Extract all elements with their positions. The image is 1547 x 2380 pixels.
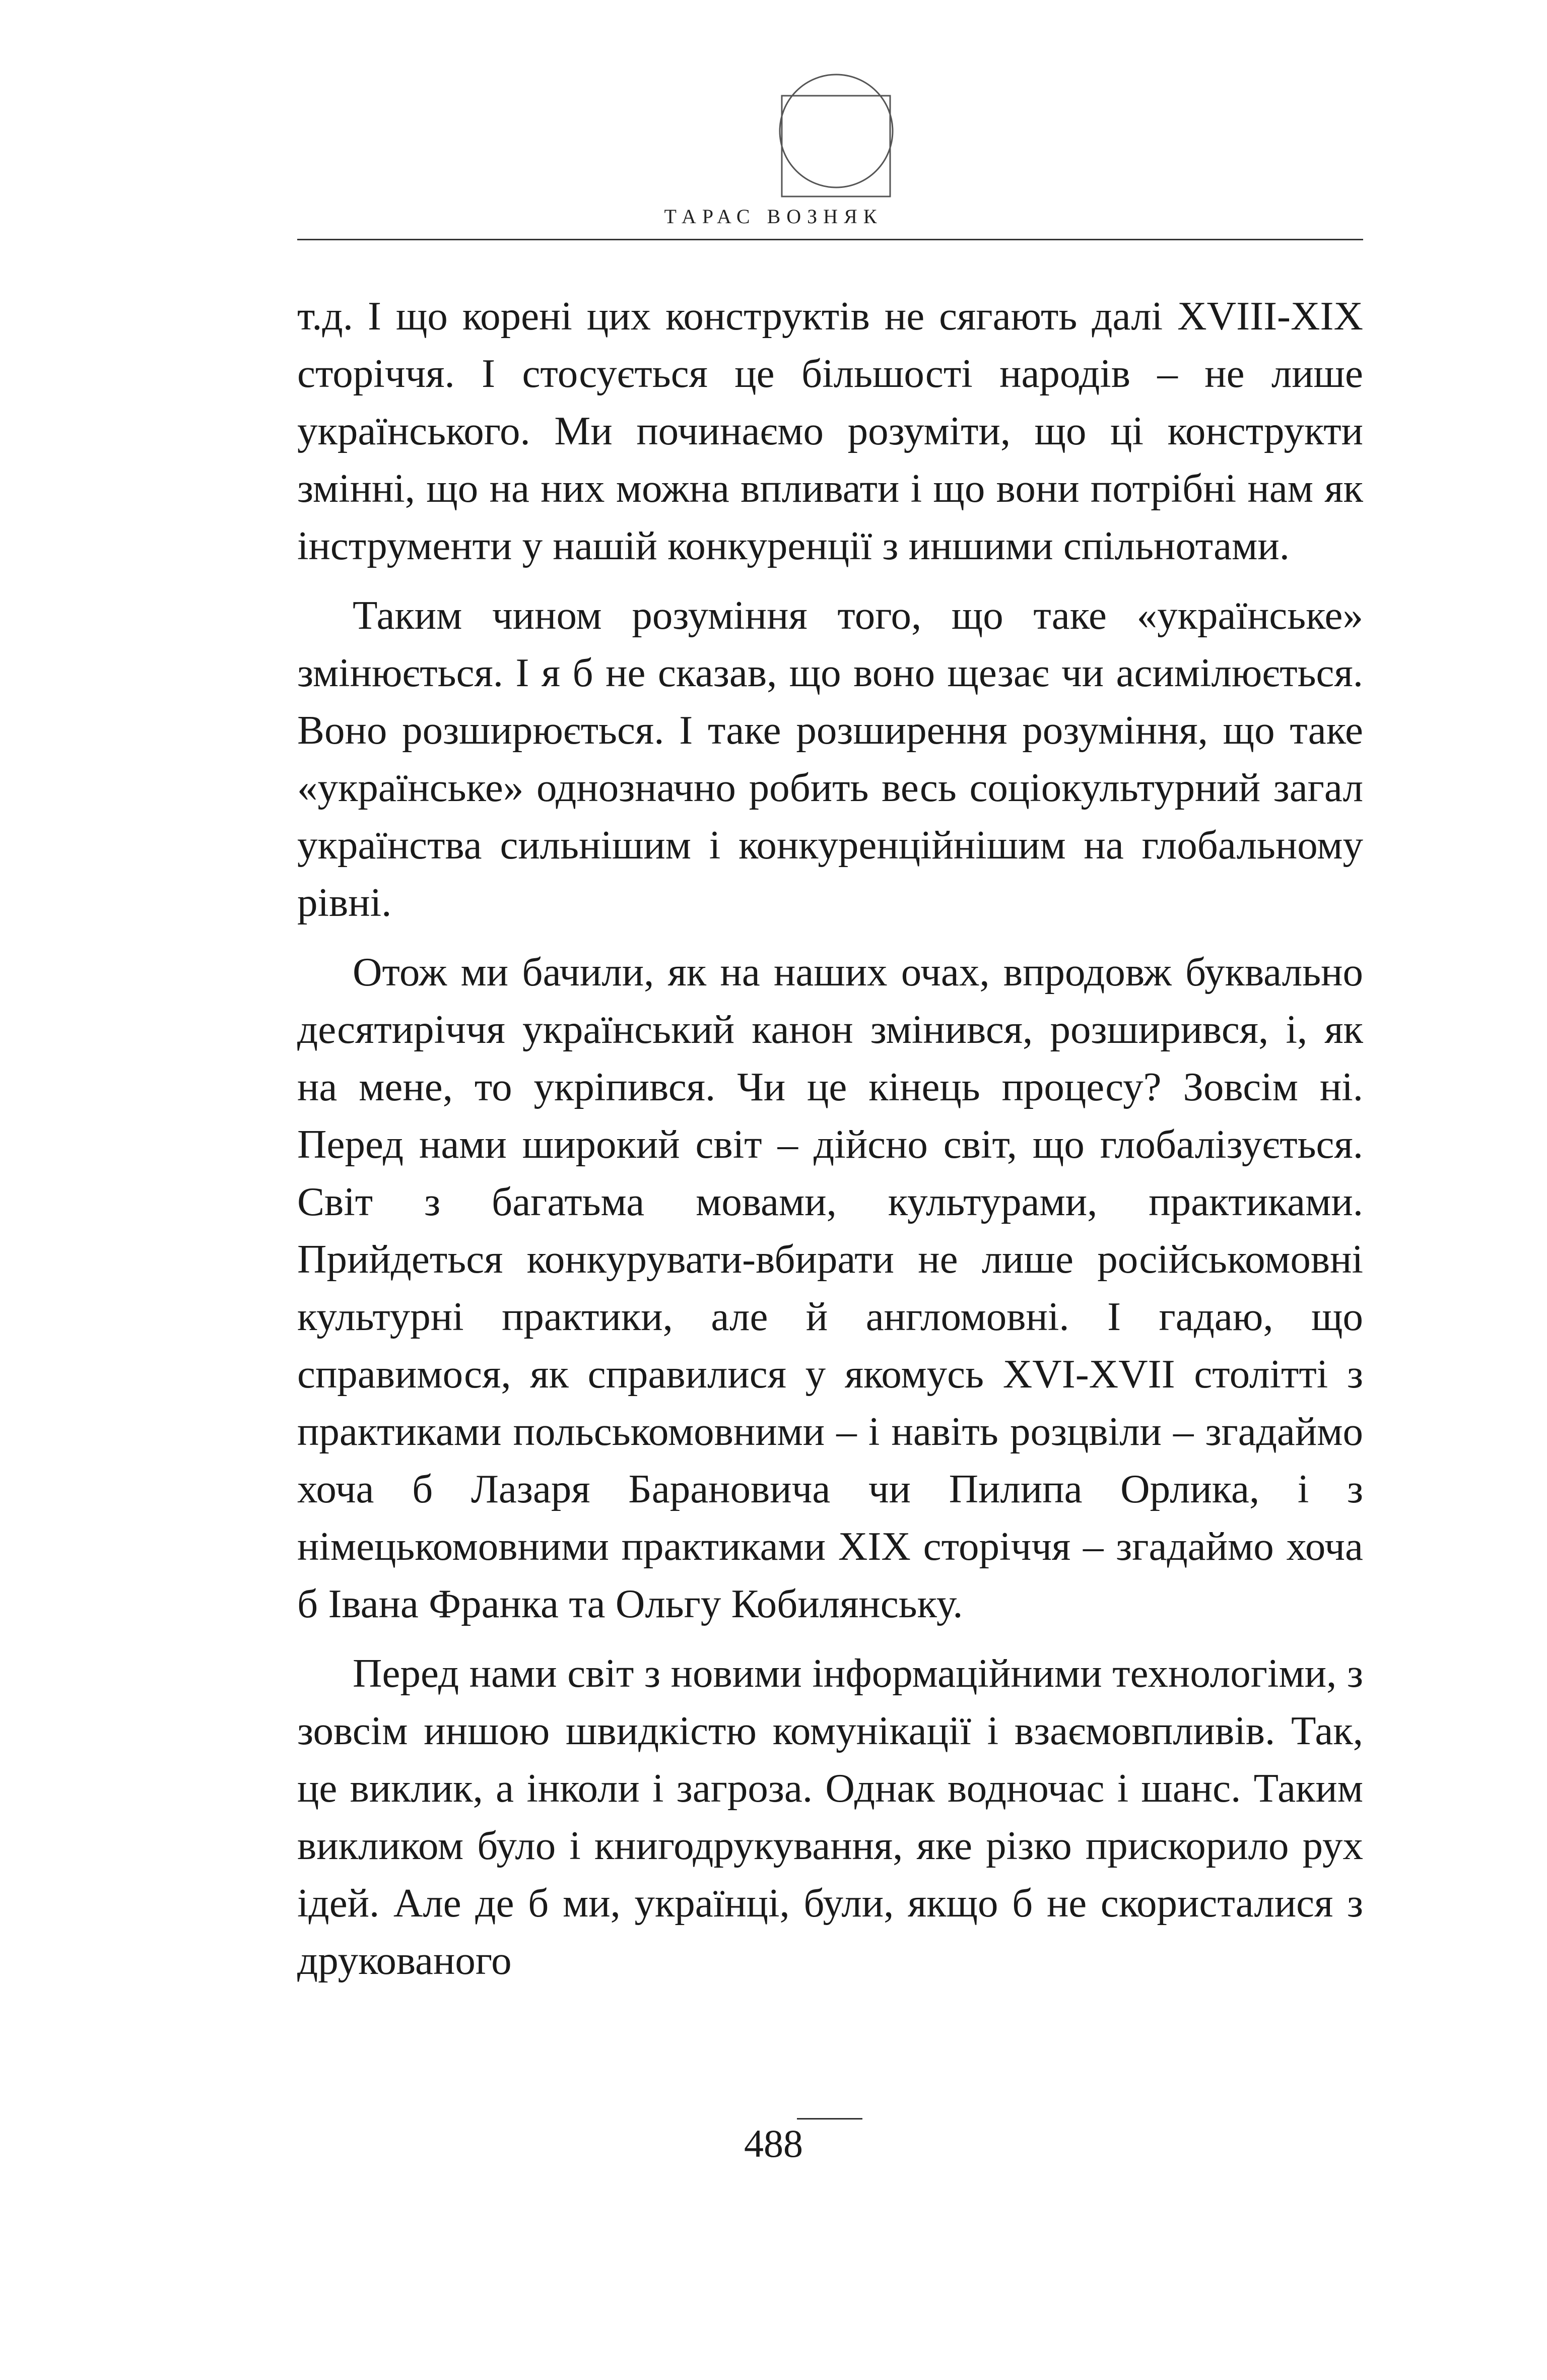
paragraph-2: Таким чином розуміння того, що таке «українське» змінюється. І я б не сказав, що воно щезає чи асимілюється. Воно розширюється. І таке розширення розуміння, що таке «українське» однозначно робить весь соціокультурний загал українства сильнішим і конкуренційнішим на глобальному рівні. bbox=[297, 592, 1363, 925]
circle-square-emblem-icon bbox=[768, 73, 904, 199]
paragraph-3: Отож ми бачили, як на наших очах, впродовж буквально десятиріччя український канон змінився, розширився, і, як на мене, то укріпився. Чи це кінець процесу? Зовсім ні. Перед нами широкий світ – дійсно світ, що глобалізується. Світ з багатьма мовами, культурами, практиками. Прийдеться конкурувати-вбирати не лише російськомовні культурні практики, але й англомовні. І гадаю, що справимося, як справилися у якомусь XVI-XVII столітті з практиками польськомовними – і навіть розцвіли – згадаймо хоча б Лазаря Барановича чи Пилипа Орлика, і з німецькомовними практиками XIX сторіччя – згадаймо хоча б Івана Франка та Ольгу Кобилянську. bbox=[297, 949, 1363, 1626]
header-divider bbox=[297, 239, 1363, 240]
paragraph-4: Перед нами світ з новими інформаційними технологіми, з зовсім иншою швидкістю комунікації і взаємовпливів. Так, це виклик, а інколи і загроза. Однак водночас і шанс. Таким викликом було і книгодрукування, яке різко прискорило рух ідей. Але де б ми, українці, були, якщо б не скористалися з друкованого bbox=[297, 1650, 1363, 1983]
page-body bbox=[297, 287, 1363, 1989]
paragraph-1: т.д. І що корені цих конструктів не сягають далі XVIII-XIX сторіччя. І стосується це більшості народів – не лише українського. Ми починаємо розуміти, що ці конструкти змінні, що на них можна впливати і що вони потрібні нам як інструменти у нашій конкуренції з иншими спільнотами. bbox=[297, 293, 1363, 568]
running-head-author: ТАРАС ВОЗНЯК bbox=[664, 205, 883, 228]
page-number: 488 bbox=[744, 2122, 803, 2165]
